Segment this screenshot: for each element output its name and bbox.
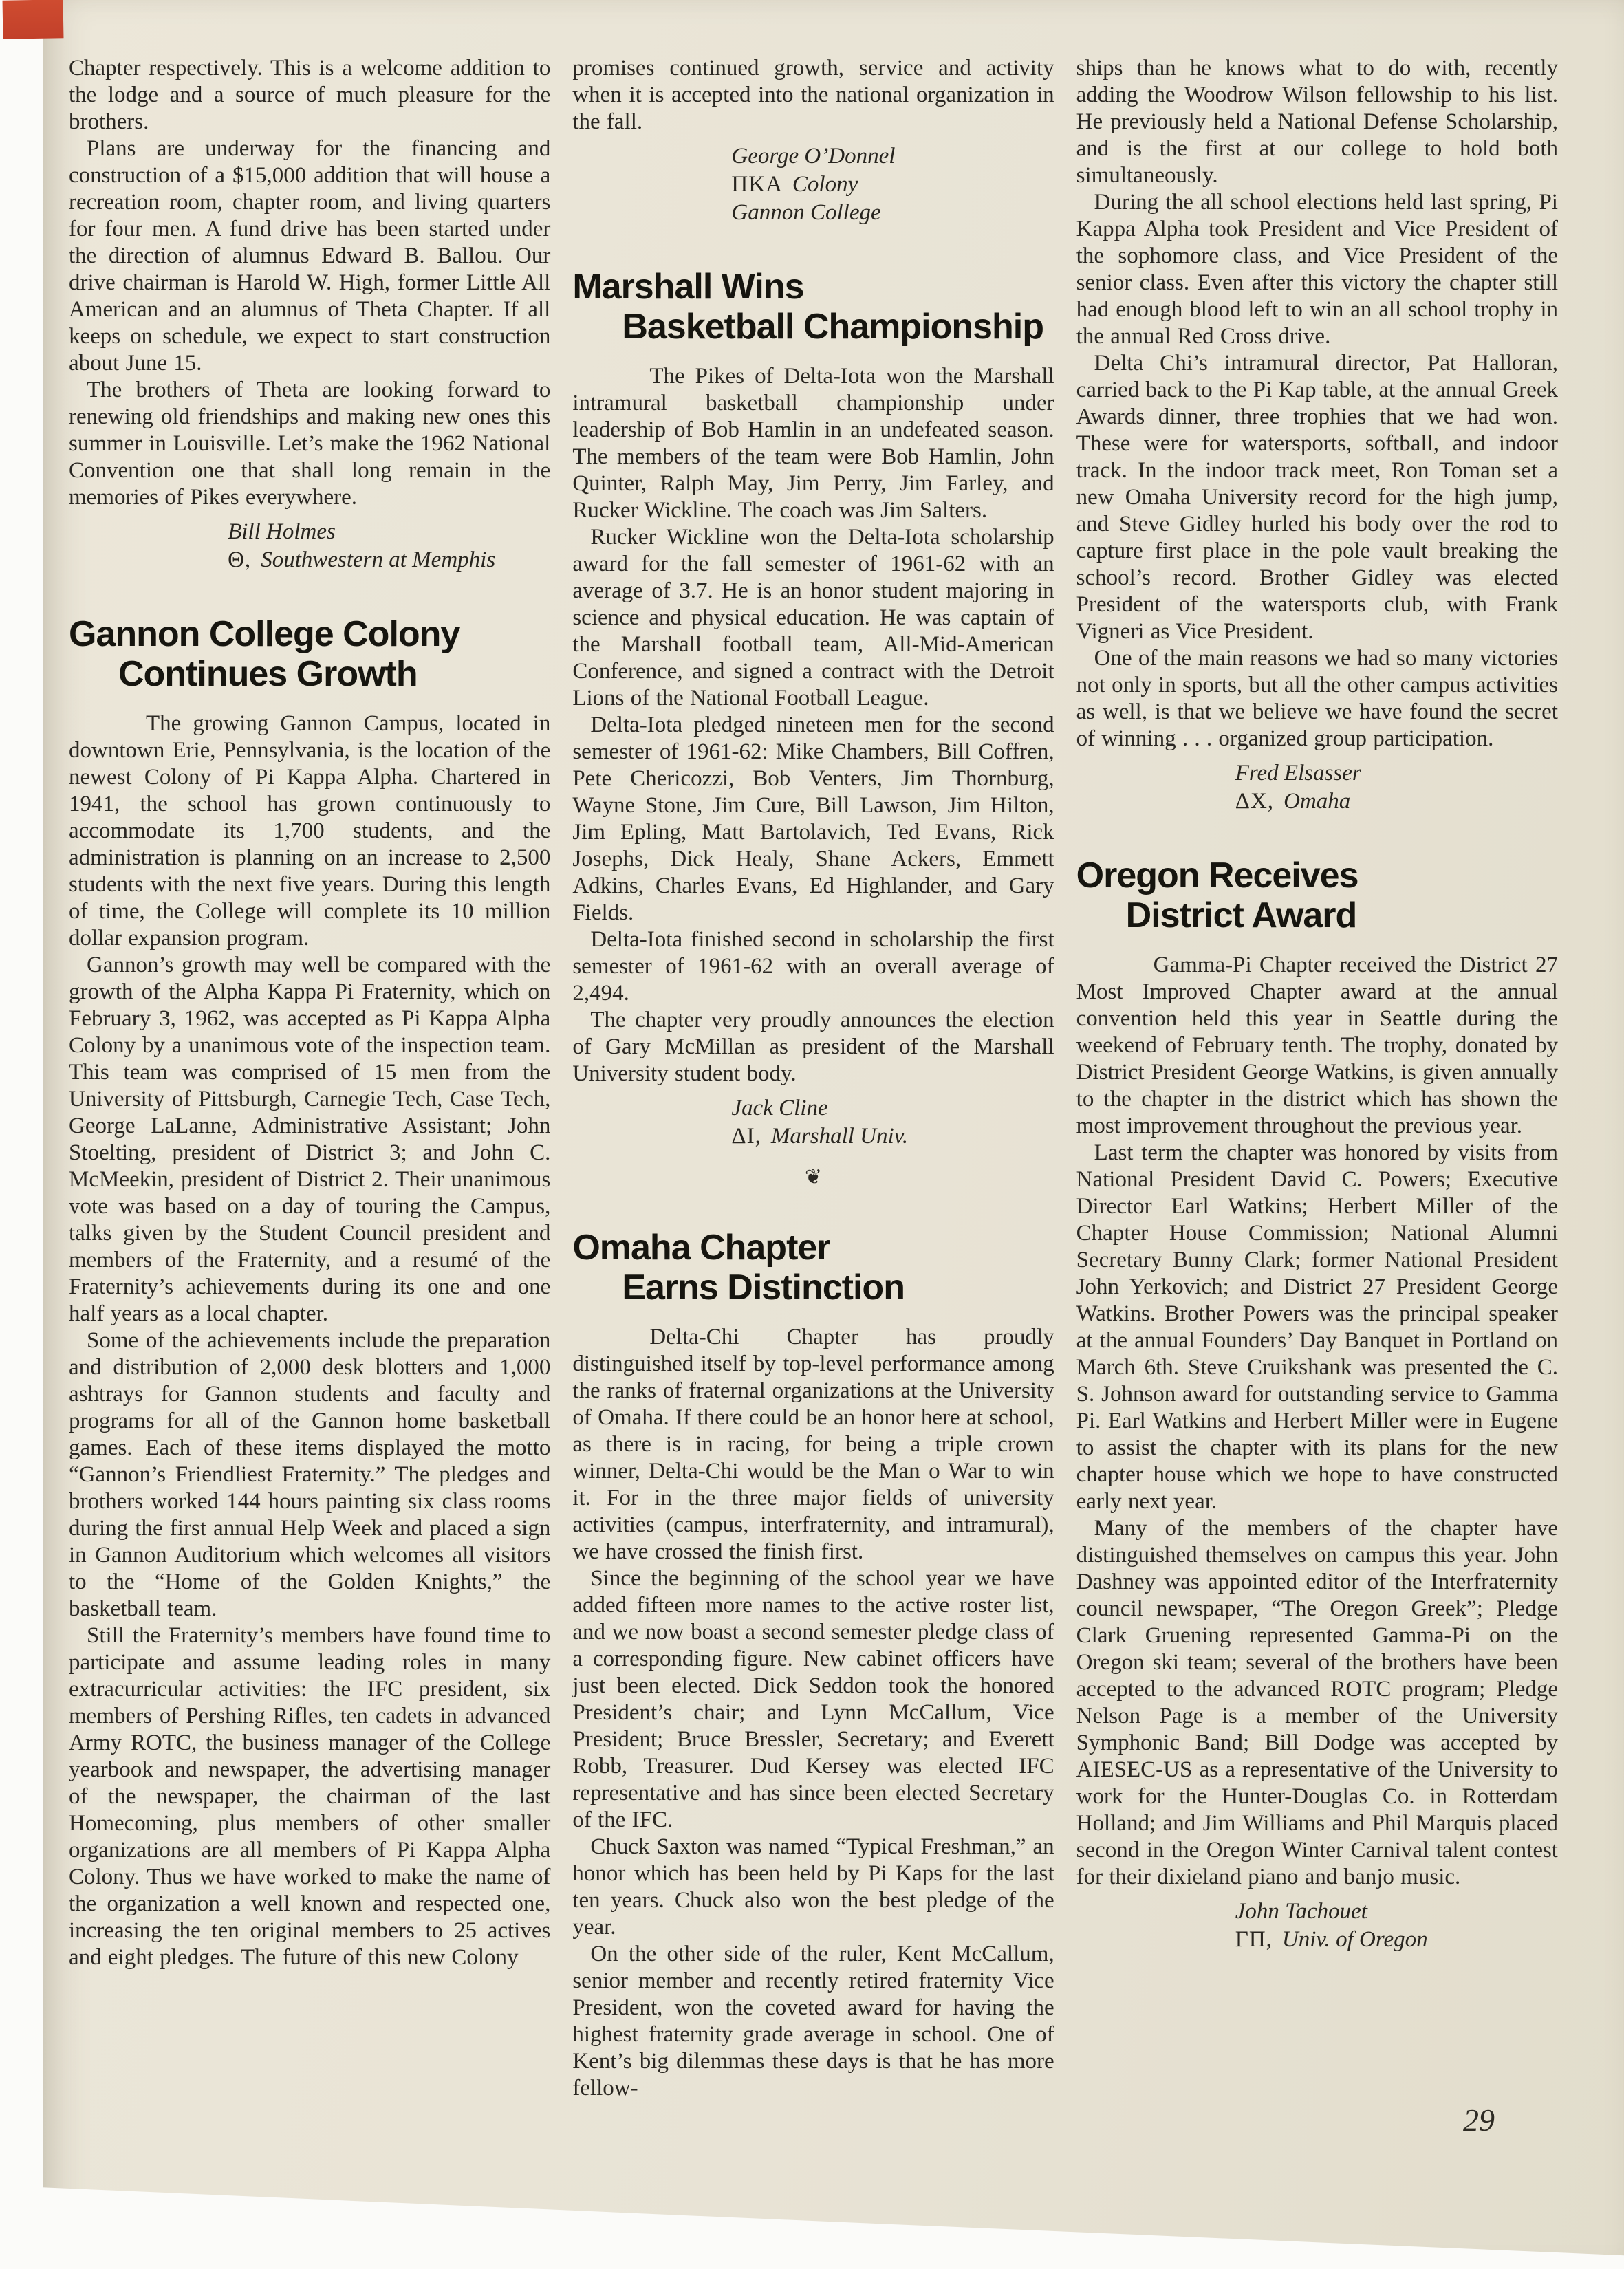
- signature-affiliation: [228, 546, 550, 574]
- paragraph: Chapter respectively. This is a welcome addition to the lodge and a source of much pleasure for the brothers.: [69, 56, 551, 134]
- article-gannon-continuation: [572, 55, 1054, 227]
- signature-name: George O’Donnel: [731, 144, 896, 169]
- page-columns: [43, 0, 1624, 2102]
- chapter-greek-letters: Θ,: [228, 547, 252, 572]
- column-middle: [572, 55, 1054, 2102]
- heading-line: District Award: [1125, 895, 1357, 935]
- article-heading-marshall: [572, 267, 1054, 347]
- paragraph: Rucker Wickline won the Delta-Iota scholarship award for the fall semester of 1961-62 with an average of 3.7. He is an honor student majoring in science and physical education. He was captain of the Marshall football team, All-Mid-American Conference, and signed a contract with the Detroit Lions of the National Football League.: [572, 525, 1054, 710]
- signature-school-line: Gannon College: [731, 200, 881, 225]
- signature-block: [1235, 1898, 1558, 1954]
- heading-line: Omaha Chapter: [572, 1228, 830, 1268]
- heading-line: Marshall Wins: [572, 267, 804, 307]
- signature-school: Omaha: [1284, 789, 1351, 814]
- paragraph: Some of the achievements include the preparation and distribution of 2,000 desk blotters and 1,000 ashtrays for Gannon students and faculty and programs for all of the Gannon home basketball games. Each of these items displayed the motto “Gannon’s Friendliest Fraternity.” The pledges and brothers worked 144 hours painting six class rooms during the first annual Help Week and placed a sign in Gannon Auditorium which welcomes all visitors to the “Home of the Golden Knights,” the basketball team.: [69, 1328, 551, 1621]
- chapter-greek-letters: ΠKA: [731, 172, 783, 197]
- article-omaha: [572, 1228, 1054, 2102]
- paragraph: On the other side of the ruler, Kent McCallum, senior member and recently retired fraternity Vice President, won the coveted award for having the highest fraternity grade average in school. One of Kent’s big dilemmas these days is that he has more fellow-: [572, 1942, 1054, 2100]
- chapter-greek-letters: ΔX,: [1235, 789, 1275, 814]
- chapter-greek-letters: ΓΠ,: [1235, 1927, 1273, 1952]
- article-oregon: [1076, 856, 1558, 1954]
- signature-school: Colony: [792, 172, 858, 197]
- signature-affiliation: [1235, 788, 1558, 816]
- paragraph: Still the Fraternity’s members have found time to participate and assume leading roles in many extracurricular activities: the IFC president, six members of Pershing Rifles, ten cadets in advanced Army ROTC, the business manager of the College yearbook and newspaper, the advertising manager of the newspaper, the chairman of the last Homecoming, plus members of other smaller organizations are all members of Pi Kappa Alpha Colony. Thus we have worked to make the name of the organization a well known and respected one, increasing the ten original members to 25 actives and eight pledges. The future of this new Colony: [69, 1623, 551, 1970]
- paragraph: ships than he knows what to do with, recently adding the Woodrow Wilson fellowship to his list. He previously held a National Defense Scholarship, and is the first at our college to hold both simultaneously.: [1076, 56, 1558, 188]
- signature-affiliation: [731, 1122, 1054, 1151]
- column-left: [69, 55, 550, 2102]
- heading-line: Oregon Receives: [1076, 856, 1358, 895]
- paragraph: Last term the chapter was honored by visits from National President David C. Powers; Executive Director Earl Watkins; Herbert Miller of the Chapter House Commission; National Alumni Secretary Bunny Clark; former National President John Yerkovich; and District 27 President George Watkins. Brother Powers was the principal speaker at the annual Founders’ Day Banquet in Portland on March 6th. Steve Cruikshank was presented the C. S. Johnson award for outstanding service to Gamma Pi. Earl Watkins and Herbert Miller were in Eugene to assist the chapter with its plans for the new chapter house which we hope to have constructed early next year.: [1076, 1140, 1558, 1514]
- heading-line: Earns Distinction: [622, 1268, 905, 1307]
- paragraph: The brothers of Theta are looking forward to renewing old friendships and making new ones this summer in Louisville. Let’s make the 1962 National Convention one that shall long remain in the memories of Pikes everywhere.: [69, 378, 551, 510]
- paragraph: Chuck Saxton was named “Typical Freshman,” an honor which has been held by Pi Kaps for the last ten years. Chuck also won the best pledge of the year.: [572, 1834, 1054, 1940]
- paragraph: Plans are underway for the financing and construction of a $15,000 addition that will house a recreation room, chapter room, and living quarters for four men. A fund drive has been started under the direction of alumnus Edward B. Ballou. Our drive chairman is Harold W. High, former Little All American and an alumnus of Theta Chapter. If all keeps on schedule, we expect to start construction about June 15.: [69, 136, 551, 376]
- heading-line: Basketball Championship: [622, 307, 1044, 347]
- signature-block: [228, 518, 550, 574]
- signature-school: Southwestern at Memphis: [261, 547, 496, 572]
- paragraph: The chapter very proudly announces the election of Gary McMillan as president of the Marshall University student body.: [572, 1008, 1054, 1086]
- fleuron-ornament: ❦: [804, 1166, 823, 1188]
- article-gannon: [69, 614, 550, 1971]
- paragraph: Delta-Iota pledged nineteen men for the second semester of 1961-62: Mike Chambers, Bill Coffren, Pete Chericozzi, Bob Venters, Jim Thornburg, Wayne Stone, Jim Cure, Bill Lawson, Jim Hilton, Jim Epling, Matt Bartolavich, Ted Evans, Rick Josephs, Dick Healy, Shane Ackers, Emmett Adkins, Charles Evans, Ed Highlander, and Gary Fields.: [572, 713, 1054, 925]
- signature-name: Bill Holmes: [228, 519, 336, 544]
- chapter-greek-letters: ΔI,: [731, 1124, 761, 1149]
- signature-block: [731, 142, 1054, 227]
- article-heading-gannon: [69, 614, 550, 694]
- article-heading-omaha: [572, 1228, 1054, 1307]
- page-number: 29: [1463, 2103, 1495, 2138]
- article-omaha-continuation: [1076, 55, 1558, 816]
- paragraph: One of the main reasons we had so many victories not only in sports, but all the other campus activities as well, is that we believe we have found the secret of winning . . . organized group participation.: [1076, 646, 1558, 751]
- signature-name: John Tachouet: [1235, 1899, 1367, 1924]
- paragraph: Gamma-Pi Chapter received the District 27 Most Improved Chapter award at the annual convention held this year in Seattle during the weekend of February tenth. The trophy, donated by District President George Watkins, is given annually to the chapter in the district which has shown the most improvement throughout the previous year.: [1076, 953, 1558, 1138]
- paragraph: The Pikes of Delta-Iota won the Marshall intramural basketball championship under leadership of Bob Hamlin in an undefeated season. The members of the team were Bob Hamlin, John Quinter, Ralph May, Jim Perry, Jim Farley, and Rucker Wickline. The coach was Jim Salters.: [572, 364, 1054, 523]
- column-right: [1076, 55, 1558, 2102]
- paragraph: Delta-Chi Chapter has proudly distinguished itself by top-level performance among the ranks of fraternal organizations at the University of Omaha. If there could be an honor here at school, as there is in racing, for being a triple crown winner, Delta-Chi would be the Man o War to win it. For in the three major fields of university activities (campus, interfraternity, and intramural), we have crossed the finish first.: [572, 1325, 1054, 1564]
- paragraph: Many of the members of the chapter have distinguished themselves on campus this year. John Dashney was appointed editor of the Interfraternity council newspaper, “The Oregon Greek”; Pledge Clark Gruening represented Gamma-Pi on the Oregon ski team; several of the brothers have been accepted to the advanced ROTC program; Pledge Nelson Page is a member of the University Symphonic Band; Bill Dodge was accepted by AIESEC-US as a representative of the University to work for the Hunter-Douglas Co. in Rotterdam Holland; and Jim Williams and Phil Marquis placed second in the Oregon Winter Carnival talent contest for their dixieland piano and banjo music.: [1076, 1516, 1558, 1889]
- article-heading-oregon: [1076, 856, 1558, 935]
- paragraph: During the all school elections held last spring, Pi Kappa Alpha took President and Vice President of the sophomore class, and Vice President of the senior class. Even after this victory the chapter still had enough blood left to win an all school trophy in the annual Red Cross drive.: [1076, 190, 1558, 349]
- article-theta-continuation: [69, 55, 550, 574]
- signature-affiliation: [1235, 1926, 1558, 1954]
- paragraph: promises continued growth, service and activity when it is accepted into the national organization in the fall.: [572, 56, 1054, 134]
- signature-block: [1235, 759, 1558, 816]
- paragraph: Gannon’s growth may well be compared with the growth of the Alpha Kappa Pi Fraternity, which on February 3, 1962, was accepted as Pi Kappa Alpha Colony by a unanimous vote of the inspection team. This team was comprised of 15 men from the University of Pittsburgh, Carnegie Tech, Case Tech, George LaLanne, Administrative Assistant; John Stoelting, president of District 3; and John C. McMeekin, president of District 2. Their unanimous vote was based on a day of touring the Campus, talks given by the Student Council president and members of the Fraternity, and a resumé of the Fraternity’s achievements during its one and one half years as a local chapter.: [69, 953, 551, 1326]
- signature-name: Fred Elsasser: [1235, 761, 1361, 785]
- paragraph: Since the beginning of the school year we have added fifteen more names to the active roster list, and we now boast a second semester pledge class of a corresponding figure. New cabinet officers have just been elected. Dick Seddon took the honored President’s chair; and Lynn McCallum, Vice President; Bruce Bressler, Secretary; and Everett Robb, Treasurer. Dud Kersey was elected IFC representative and has since been elected Secretary of the IFC.: [572, 1566, 1054, 1832]
- article-marshall: [572, 267, 1054, 1188]
- signature-school: Univ. of Oregon: [1281, 1927, 1428, 1952]
- paragraph: The growing Gannon Campus, located in downtown Erie, Pennsylvania, is the location of the newest Colony of Pi Kappa Alpha. Chartered in 1941, the school has grown continuously to accommodate its 1,700 students, and the administration is planning on an increase to 2,500 students with the next five years. During this length of time, the College will complete its 10 million dollar expansion program.: [69, 711, 551, 951]
- red-edge-mark: [3, 0, 64, 39]
- signature-affiliation: [731, 171, 1054, 199]
- paragraph: Delta Chi’s intramural director, Pat Halloran, carried back to the Pi Kap table, at the annual Greek Awards dinner, three trophies that we had won. These were for watersports, softball, and indoor track. In the indoor track meet, Ron Toman set a new Omaha University record for the high jump, and Steve Gidley hurled his body over the rod to capture first place in the pole vault breaking the school’s record. Brother Gidley was elected President of the watersports club, with Frank Vigneri as Vice President.: [1076, 351, 1558, 644]
- signature-name: Jack Cline: [731, 1096, 828, 1120]
- heading-line: Gannon College Colony: [69, 614, 460, 654]
- signature-school: Marshall Univ.: [770, 1124, 909, 1149]
- signature-block: [731, 1094, 1054, 1151]
- paragraph: Delta-Iota finished second in scholarship the first semester of 1961-62 with an overall average of 2,494.: [572, 927, 1054, 1006]
- heading-line: Continues Growth: [118, 654, 418, 694]
